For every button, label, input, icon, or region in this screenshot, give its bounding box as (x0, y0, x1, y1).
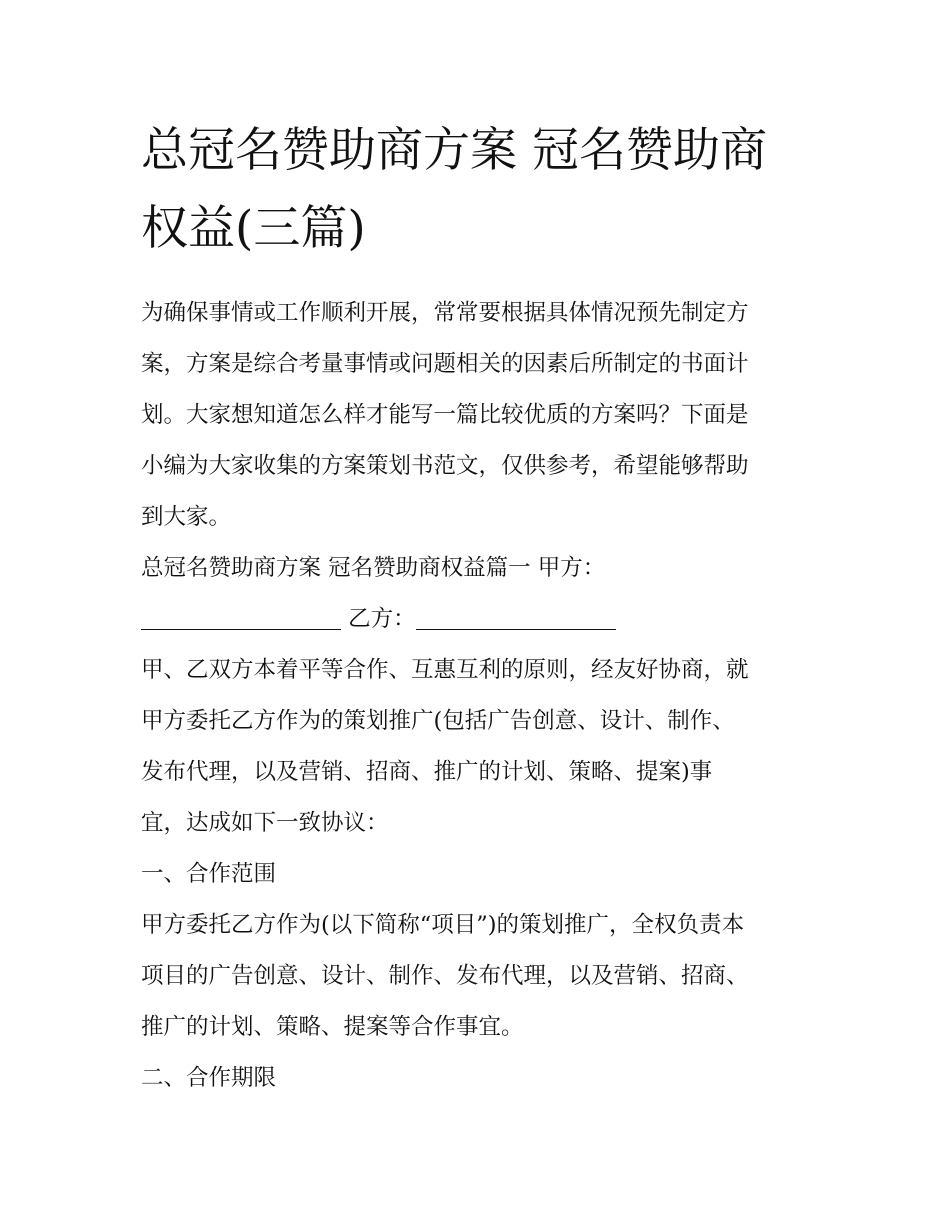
title-line-1: 总冠名赞助商方案 冠名赞助商 (141, 123, 767, 178)
section1-line-3: 推广的计划、策略、提案等合作事宜。 (141, 1014, 524, 1040)
title-line-2: 权益(三篇) (141, 201, 366, 256)
intro-line-4: 小编为大家收集的方案策划书范文，仅供参考，希望能够帮助 (141, 453, 749, 479)
section1-heading: 一、合作范围 (141, 861, 277, 887)
principle-paragraph (141, 645, 813, 849)
intro-line-3: 划。大家想知道怎么样才能写一篇比较优质的方案吗？下面是 (141, 402, 749, 428)
principle-line-4: 宜，达成如下一致协议： (141, 810, 389, 836)
party-b-blank (416, 609, 616, 630)
principle-line-1: 甲、乙双方本着平等合作、互惠互利的原则，经友好协商，就 (141, 657, 749, 683)
intro-line-2: 案，方案是综合考量事情或问题相关的因素后所制定的书面计 (141, 351, 749, 377)
article-heading: 总冠名赞助商方案 冠名赞助商权益篇一 甲方： (141, 555, 606, 581)
party-a-blank (141, 609, 341, 630)
principle-line-2: 甲方委托乙方作为的策划推广(包括广告创意、设计、制作、 (141, 708, 735, 734)
section1-paragraph (141, 900, 813, 1053)
section1-line-1: 甲方委托乙方作为(以下简称“项目”)的策划推广，全权负责本 (141, 912, 745, 938)
intro-line-1: 为确保事情或工作顺利开展，常常要根据具体情况预先制定方 (141, 300, 749, 326)
principle-line-3: 发布代理，以及营销、招商、推广的计划、策略、提案)事 (141, 759, 713, 785)
party-blanks-line (141, 594, 813, 645)
party-b-label: 乙方： (348, 606, 416, 632)
document-title (141, 112, 813, 268)
intro-line-5: 到大家。 (141, 504, 232, 530)
section2-heading: 二、合作期限 (141, 1065, 277, 1091)
section1-line-2: 项目的广告创意、设计、制作、发布代理，以及营销、招商、 (141, 963, 749, 989)
document-body (141, 288, 813, 1104)
document-content (141, 112, 813, 1104)
intro-paragraph (141, 288, 813, 543)
